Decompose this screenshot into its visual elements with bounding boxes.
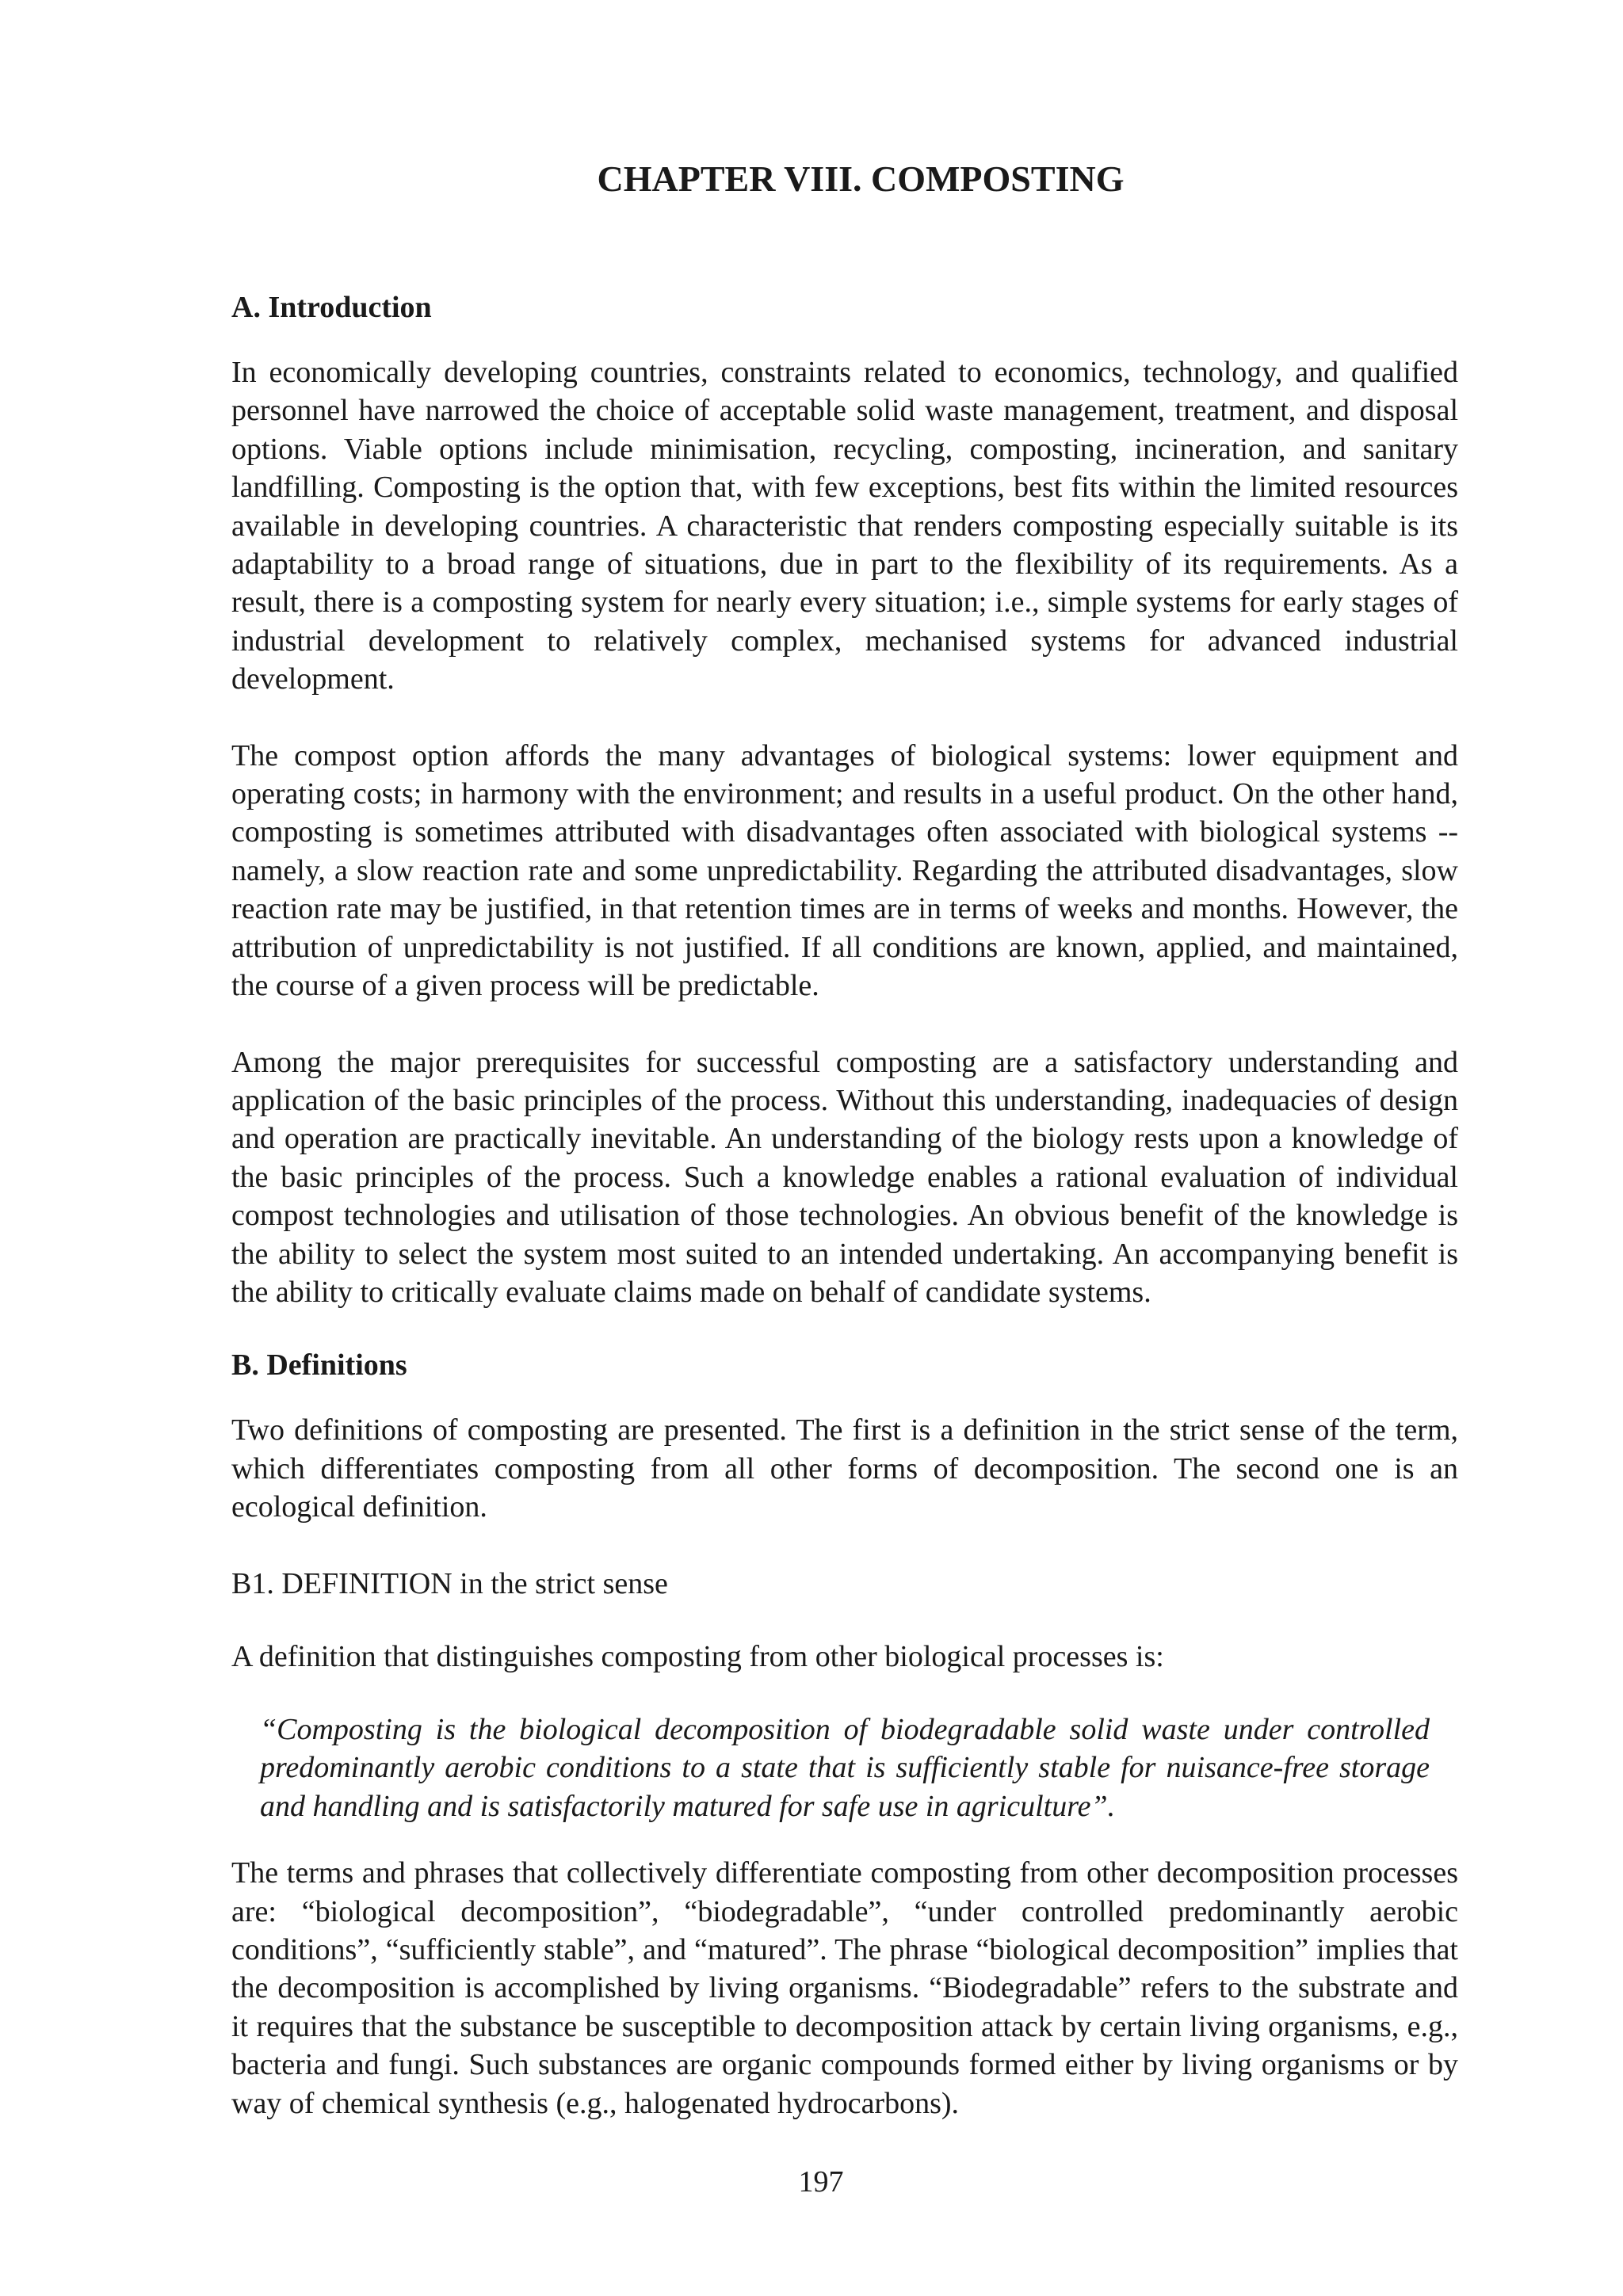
section-heading-introduction: A. Introduction: [231, 291, 432, 324]
definition-explanation-paragraph: The terms and phrases that collectively differentiate composting from other decomposition processes are: “biological decomposition”, “biodegradable”, “under controlled predominantly aerobic conditions”, “sufficiently stable”, and “matured”. The phrase “biological decomposition” implies that the decomposition is accomplished by living organisms. “Biodegradable” refers to the substrate and it requires that the substance be susceptible to decomposition attack by certain living organisms, e.g., bacteria and fungi. Such substances are organic compounds formed either by living organisms or by way of chemical synthesis (e.g., halogenated hydrocarbons).: [231, 1856, 1458, 2120]
chapter-title: CHAPTER VIII. COMPOSTING: [597, 158, 1125, 199]
section-heading-definitions: B. Definitions: [231, 1348, 407, 1383]
subsection-heading-b1: B1. DEFINITION in the strict sense: [231, 1566, 668, 1600]
page-number: 197: [798, 2165, 844, 2199]
definition-quote: “Composting is the biological decomposition of biodegradable solid waste under controlled predominantly aerobic conditions to a state that is sufficiently stable for nuisance-free storage and handling and is satisfactorily matured for safe use in agriculture”.: [260, 1712, 1430, 1823]
definition-lead-paragraph: A definition that distinguishes composting from other biological processes is:: [231, 1639, 1164, 1673]
intro-paragraph-1: In economically developing countries, constraints related to economics, technology, and qualified personnel have narrowed the choice of acceptable solid waste management, treatment, and disposal options. Viable options include minimisation, recycling, composting, incineration, and sanitary landfilling. Composting is the option that, with few exceptions, best fits within the limited resources available in developing countries. A characteristic that renders composting especially suitable is its adaptability to a broad range of situations, due in part to the flexibility of its requirements. As a result, there is a composting system for nearly every situation; i.e., simple systems for early stages of industrial development to relatively complex, mechanised systems for advanced industrial development.: [231, 356, 1458, 696]
intro-paragraph-2: The compost option affords the many advantages of biological systems: lower equipment and operating costs; in harmony with the environment; and results in a useful product. On the other hand, composting is sometimes attributed with disadvantages often associated with biological systems -- namely, a slow reaction rate and some unpredictability. Regarding the attributed disadvantages, slow reaction rate may be justified, in that retention times are in terms of weeks and months. However, the attribution of unpredictability is not justified. If all conditions are known, applied, and maintained, the course of a given process will be predictable.: [231, 738, 1458, 1003]
intro-paragraph-3: Among the major prerequisites for successful composting are a satisfactory understanding and application of the basic principles of the process. Without this understanding, inadequacies of design and operation are practically inevitable. An understanding of the biology rests upon a knowledge of the basic principles of the process. Such a knowledge enables a rational evaluation of individual compost technologies and utilisation of those technologies. An obvious benefit of the knowledge is the ability to select the system most suited to an intended undertaking. An accompanying benefit is the ability to critically evaluate claims made on behalf of candidate systems.: [231, 1045, 1458, 1309]
page-content: [231, 157, 1458, 2161]
definitions-intro-paragraph: Two definitions of composting are presented. The first is a definition in the strict sense of the term, which differentiates composting from all other forms of decomposition. The second one is an ecological definition.: [231, 1413, 1458, 1524]
